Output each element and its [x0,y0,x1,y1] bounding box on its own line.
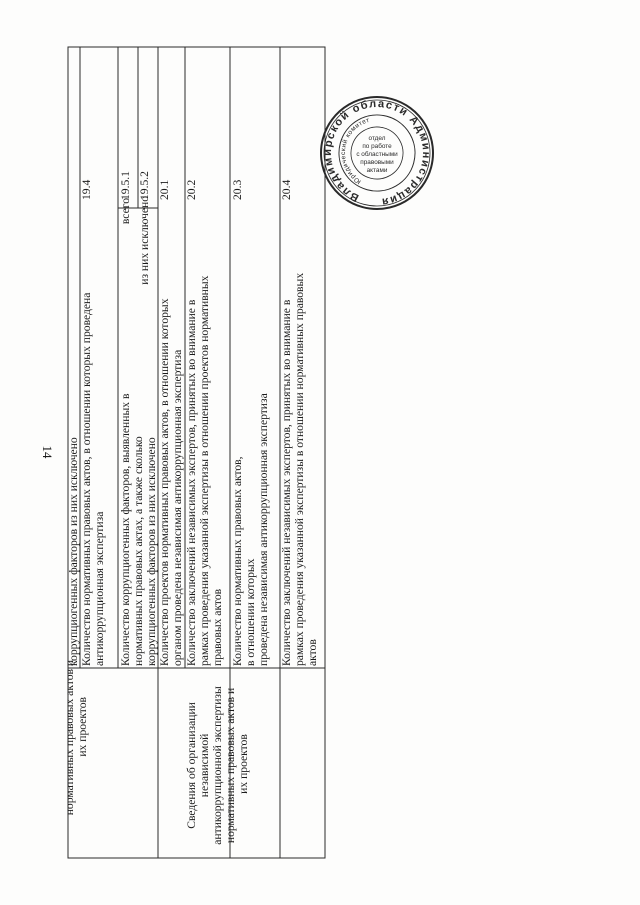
section-title-2 [185,683,250,844]
svg-text:Владимирской области: Владимирской области [321,97,411,204]
row-code: 19.4 [80,179,93,200]
official-stamp [308,84,445,221]
row-code: 20.1 [158,179,171,200]
section-title-1 [63,657,89,815]
row-text: Количество нормативных правовых актов, в отношении которых проведена антикоррупционная экспертиза [80,292,106,666]
row-code: 20.4 [280,179,293,200]
row-text: Количество коррупциогенных факторов, выявленных в нормативных правовых актах, а также сколько коррупциогенных факторов из них исключено [119,393,158,666]
svg-text:правовыми: правовыми [360,159,394,166]
row-text: Количество проектов нормативных правовых актов, в отношении которых органом проведена независимая антикоррупционная экспертиза [158,298,184,666]
svg-text:актами: актами [366,167,388,174]
svg-text:отдел: отдел [368,135,386,142]
svg-text:с областными: с областными [356,151,398,158]
row-text: коррупциогенных факторов из них исключено [67,437,80,666]
svg-text:Администрация: Администрация [379,113,433,208]
row-code: 20.3 [231,179,244,200]
sub-row-label: всего [119,198,132,225]
row-text: Количество заключений независимых экспертов, принятых во внимание в рамках проведения указанной экспертизы в отношении нормативных правовых актов [280,272,319,666]
svg-text:нормативных правовых актов и: нормативных правовых актов и их проектов [63,659,89,816]
sub-row-label: из них исключено [138,196,151,285]
svg-text:Сведения об организации: Сведения об организации независимой антикоррупционной экспертизы нормативных правовых актов и их проектов [185,686,250,845]
row-text: Количество заключений независимых экспертов, принятых во внимание в рамках проведения указанной экспертизы в отношении проектов нормативных правовых актов [185,275,224,666]
row-text: Количество нормативных правовых актов, в отношении которых проведена независимая антикоррупционная экспертиза [231,393,270,666]
row-code: 19.5.2 [138,171,151,200]
page-number: 14 [40,445,55,459]
row-code: 20.2 [185,179,198,200]
row-code: 19.5.1 [119,171,132,200]
svg-text:Юридический комитет: Юридический комитет [339,116,371,186]
svg-text:по работе: по работе [362,143,392,150]
